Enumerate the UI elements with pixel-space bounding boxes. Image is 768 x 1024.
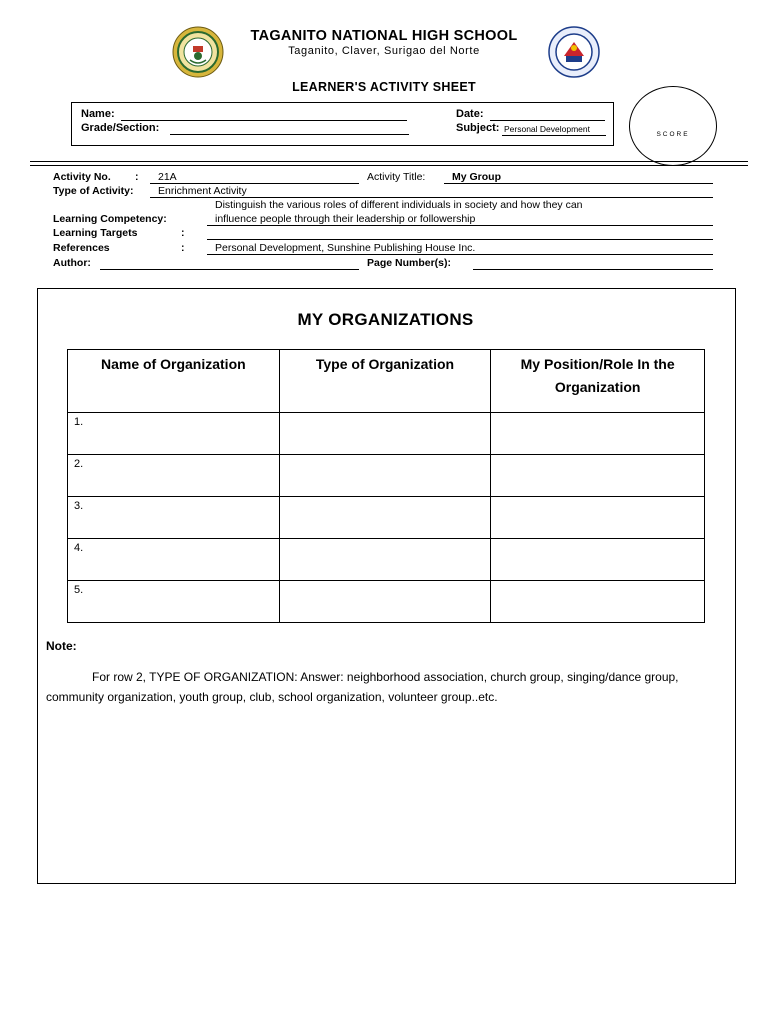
- date-field-line[interactable]: [490, 120, 605, 121]
- note-text: For row 2, TYPE OF ORGANIZATION: Answer: neighborhood association, church group, singing/dance group, community organization, youth group, club, school organization, volunteer group..etc.: [46, 670, 679, 704]
- type-of-activity-value: Enrichment Activity: [158, 185, 247, 197]
- subject-label: Subject:: [456, 122, 500, 134]
- sheet-title: LEARNER'S ACTIVITY SHEET: [292, 80, 476, 94]
- my-organizations-title: MY ORGANIZATIONS: [297, 310, 474, 329]
- competency-line-2: influence people through their leadership or followership: [215, 213, 476, 225]
- position-cell[interactable]: [491, 497, 705, 539]
- references-colon: :: [181, 242, 185, 254]
- grade-section-field-line[interactable]: [170, 134, 409, 135]
- row-number[interactable]: 3.: [68, 497, 280, 539]
- page-number-label: Page Number(s):: [367, 257, 452, 269]
- position-cell[interactable]: [491, 539, 705, 581]
- table-header-row: [68, 350, 705, 413]
- name-field-line[interactable]: [121, 120, 407, 121]
- row-number[interactable]: 5.: [68, 581, 280, 623]
- row-number[interactable]: 1.: [68, 413, 280, 455]
- activity-title-label: Activity Title:: [367, 171, 426, 183]
- school-address: Taganito, Claver, Surigao del Norte: [288, 45, 480, 57]
- type-of-activity-label: Type of Activity:: [53, 185, 134, 197]
- grade-section-label: Grade/Section:: [81, 122, 160, 134]
- header-separator-top: [30, 161, 748, 162]
- table-row: [68, 413, 705, 455]
- position-cell[interactable]: [491, 413, 705, 455]
- column-header-name: Name of Organization: [68, 350, 280, 413]
- learning-targets-colon: :: [181, 227, 185, 239]
- type-cell[interactable]: [279, 455, 491, 497]
- organizations-table: [67, 349, 705, 623]
- subject-value: Personal Development: [504, 124, 590, 134]
- position-cell[interactable]: [491, 455, 705, 497]
- type-cell[interactable]: [279, 497, 491, 539]
- score-circle: [629, 86, 717, 166]
- references-label: References: [53, 242, 110, 254]
- row-number[interactable]: 2.: [68, 455, 280, 497]
- type-cell[interactable]: [279, 413, 491, 455]
- date-label: Date:: [456, 108, 484, 120]
- school-name: TAGANITO NATIONAL HIGH SCHOOL: [250, 28, 518, 44]
- note-label: Note:: [46, 639, 77, 653]
- subject-field-line: [502, 135, 606, 136]
- row-number[interactable]: 4.: [68, 539, 280, 581]
- score-label: SCORE: [656, 131, 690, 138]
- competency-line: [207, 225, 713, 226]
- type-of-activity-line: [150, 197, 713, 198]
- learning-targets-label: Learning Targets: [53, 227, 138, 239]
- header-separator-bottom: [30, 165, 748, 166]
- activity-no-colon: :: [135, 171, 139, 183]
- position-cell[interactable]: [491, 581, 705, 623]
- activity-title-value: My Group: [452, 171, 501, 183]
- column-header-type: Type of Organization: [279, 350, 491, 413]
- table-row: [68, 455, 705, 497]
- activity-no-label: Activity No.: [53, 171, 111, 183]
- references-value: Personal Development, Sunshine Publishing House Inc.: [215, 242, 476, 254]
- activity-no-line: [150, 183, 359, 184]
- author-line: [100, 269, 359, 270]
- table-row: [68, 581, 705, 623]
- name-label: Name:: [81, 108, 115, 120]
- column-header-position: My Position/Role In the Organization: [491, 350, 705, 413]
- page-number-line: [473, 269, 713, 270]
- type-cell[interactable]: [279, 581, 491, 623]
- learning-competency-label: Learning Competency:: [53, 213, 167, 225]
- activity-no-value: 21A: [158, 171, 177, 183]
- learning-targets-line: [207, 239, 713, 240]
- references-line: [207, 254, 713, 255]
- type-cell[interactable]: [279, 539, 491, 581]
- table-row: [68, 539, 705, 581]
- competency-line-1: Distinguish the various roles of different individuals in society and how they can: [215, 199, 583, 211]
- table-row: [68, 497, 705, 539]
- activity-title-line: [444, 183, 713, 184]
- author-label: Author:: [53, 257, 91, 269]
